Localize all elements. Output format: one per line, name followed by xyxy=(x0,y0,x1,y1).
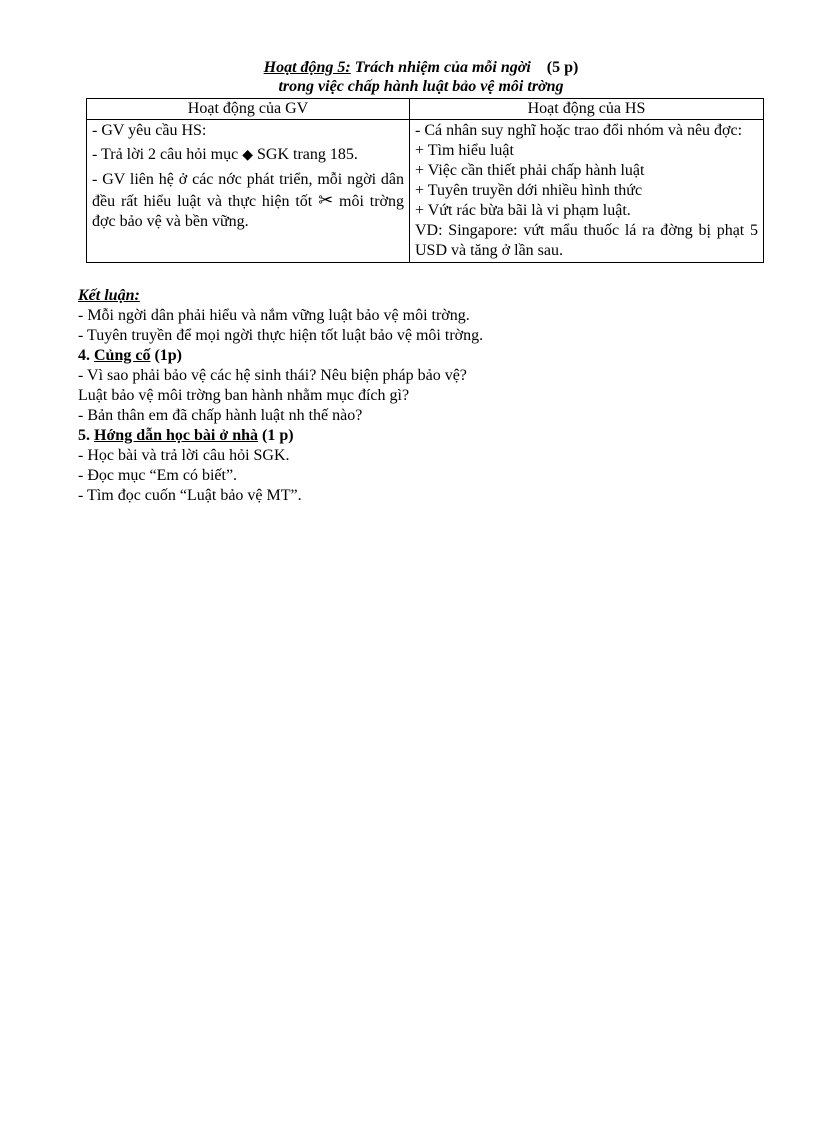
hs-line: + Tuyên truyền dới nhiều hình thức xyxy=(415,182,643,199)
section-5-heading: 5. Hớng dẫn học bài ở nhà (1 p) xyxy=(78,427,294,444)
section-4-item: - Bản thân em đã chấp hành luật nh thế nào? xyxy=(78,407,363,424)
activity-table xyxy=(86,98,764,263)
hs-line: + Việc cần thiết phải chấp hành luật xyxy=(415,162,645,179)
section-4-item: - Vì sao phải bảo vệ các hệ sinh thái? Nêu biện pháp bảo vệ? xyxy=(78,367,467,384)
gv-cell xyxy=(87,120,410,263)
header-gv: Hoạt động của GV xyxy=(87,99,410,120)
diamond-bullet-icon: ◆ xyxy=(242,148,254,163)
section-5-item: - Học bài và trả lời câu hỏi SGK. xyxy=(78,447,290,464)
table-header-row xyxy=(87,99,764,120)
heading-time: (5 p) xyxy=(546,59,579,76)
heading-title: Trách nhiệm của mỗi ngời xyxy=(350,59,531,76)
gv-line: - Trả lời 2 câu hỏi mục ◆ SGK trang 185. xyxy=(92,145,404,166)
gv-line: - GV yêu cầu HS: xyxy=(92,122,207,139)
gv-line: - GV liên hệ ở các nớc phát triển, mỗi ngời dân đều rất hiểu luật và thực hiện tốt ✂ môi trờng đợc bảo vệ và bền vững. xyxy=(92,171,405,230)
scissors-icon: ✂ xyxy=(318,190,334,210)
body-text xyxy=(78,286,764,506)
section-4-heading: 4. Củng cố (1p) xyxy=(78,347,183,364)
hs-cell xyxy=(410,120,764,263)
heading-label: Hoạt động 5: xyxy=(263,59,351,76)
heading-line-2: trong việc chấp hành luật bảo vệ môi trờng xyxy=(278,78,564,95)
section-5-item: - Đọc mục “Em có biết”. xyxy=(78,467,238,484)
hs-line: + Tìm hiểu luật xyxy=(415,142,514,159)
conclusion-item: - Tuyên truyền để mọi ngời thực hiện tốt luật bảo vệ môi trờng. xyxy=(78,327,484,344)
section-4-item: Luật bảo vệ môi trờng ban hành nhằm mục đích gì? xyxy=(78,387,410,404)
table-row xyxy=(87,120,764,263)
heading-line-1 xyxy=(78,58,764,77)
hs-line: + Vứt rác bừa bãi là vi phạm luật. xyxy=(415,202,631,219)
hs-line: VD: Singapore: vứt mẩu thuốc lá ra đờng bị phạt 5 USD và tăng ở lần sau. xyxy=(415,222,758,259)
hs-line: - Cá nhân suy nghĩ hoặc trao đổi nhóm và nêu đợc: xyxy=(415,122,743,139)
page xyxy=(78,58,764,504)
header-hs: Hoạt động của HS xyxy=(410,99,764,120)
section-5-item: - Tìm đọc cuốn “Luật bảo vệ MT”. xyxy=(78,487,302,504)
activity-heading xyxy=(78,58,764,96)
conclusion-item: - Mỗi ngời dân phải hiểu và nắm vững luật bảo vệ môi trờng. xyxy=(78,307,470,324)
conclusion-title: Kết luận: xyxy=(78,287,140,304)
